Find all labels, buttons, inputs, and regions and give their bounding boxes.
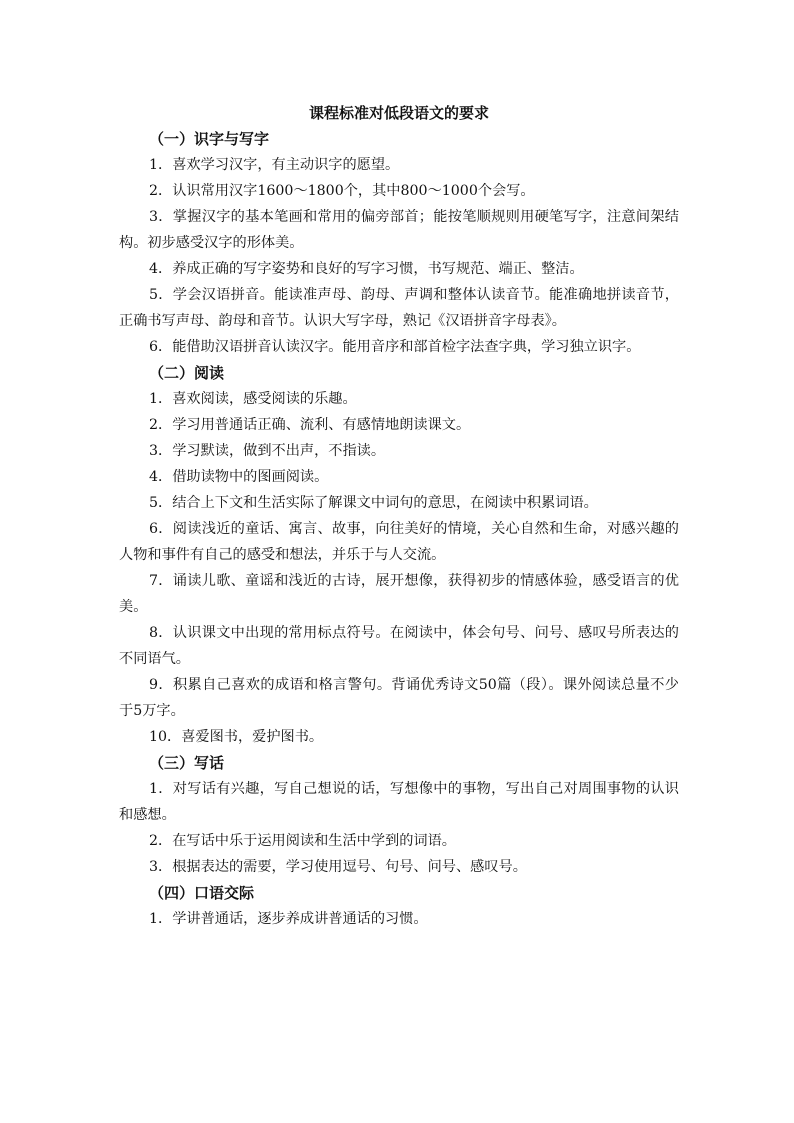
section-heading: （二）阅读 bbox=[149, 364, 225, 382]
section-oral-communication bbox=[119, 880, 679, 932]
section-writing-sentences bbox=[119, 750, 679, 880]
section-reading bbox=[119, 360, 679, 750]
list-item: 3．掌握汉字的基本笔画和常用的偏旁部首；能按笔顺规则用硬笔写字，注意间架结构。初步感受汉字的形体美。 bbox=[119, 209, 679, 251]
list-item: 1．对写话有兴趣，写自己想说的话，写想像中的事物，写出自己对周围事物的认识和感想。 bbox=[119, 781, 679, 823]
list-item: 6．能借助汉语拼音认读汉字。能用音序和部首检字法查字典，学习独立识字。 bbox=[149, 339, 641, 355]
list-item: 10．喜爱图书，爱护图书。 bbox=[149, 729, 324, 745]
list-item: 7．诵读儿歌、童谣和浅近的古诗，展开想像，获得初步的情感体验，感受语言的优美。 bbox=[119, 573, 679, 615]
document-title: 课程标准对低段语文的要求 bbox=[308, 104, 489, 122]
section-heading: （一）识字与写字 bbox=[149, 130, 270, 148]
list-item: 8．认识课文中出现的常用标点符号。在阅读中，体会句号、问号、感叹号所表达的不同语气。 bbox=[119, 625, 679, 667]
list-item: 9．积累自己喜欢的成语和格言警句。背诵优秀诗文50篇（段）。课外阅读总量不少于5万字。 bbox=[119, 677, 679, 719]
list-item: 5．学会汉语拼音。能读准声母、韵母、声调和整体认读音节。能准确地拼读音节，正确书写声母、韵母和音节。认识大写字母，熟记《汉语拼音字母表》。 bbox=[119, 287, 679, 329]
document-page bbox=[119, 100, 679, 932]
list-item: 2．在写话中乐于运用阅读和生活中学到的词语。 bbox=[149, 833, 456, 849]
list-item: 4．借助读物中的图画阅读。 bbox=[149, 469, 329, 485]
list-item: 1．喜欢阅读，感受阅读的乐趣。 bbox=[149, 391, 357, 407]
list-item: 1．学讲普通话，逐步养成讲普通话的习惯。 bbox=[149, 911, 428, 927]
section-literacy-writing bbox=[119, 126, 679, 360]
list-item: 1．喜欢学习汉字，有主动识字的愿望。 bbox=[149, 157, 400, 173]
list-item: 3．根据表达的需要，学习使用逗号、句号、问号、感叹号。 bbox=[149, 859, 527, 875]
list-item: 6．阅读浅近的童话、寓言、故事，向往美好的情境，关心自然和生命，对感兴趣的人物和事件有自己的感受和想法，并乐于与人交流。 bbox=[119, 521, 679, 563]
list-item: 4．养成正确的写字姿势和良好的写字习惯，书写规范、端正、整洁。 bbox=[149, 261, 584, 277]
list-item: 2．认识常用汉字1600～1800个，其中800～1000个会写。 bbox=[149, 183, 535, 199]
list-item: 2．学习用普通话正确、流利、有感情地朗读课文。 bbox=[149, 417, 471, 433]
list-item: 5．结合上下文和生活实际了解课文中词句的意思，在阅读中积累词语。 bbox=[149, 495, 598, 511]
section-heading: （四）口语交际 bbox=[149, 884, 255, 902]
list-item: 3．学习默读，做到不出声，不指读。 bbox=[149, 443, 386, 459]
section-heading: （三）写话 bbox=[149, 754, 225, 772]
